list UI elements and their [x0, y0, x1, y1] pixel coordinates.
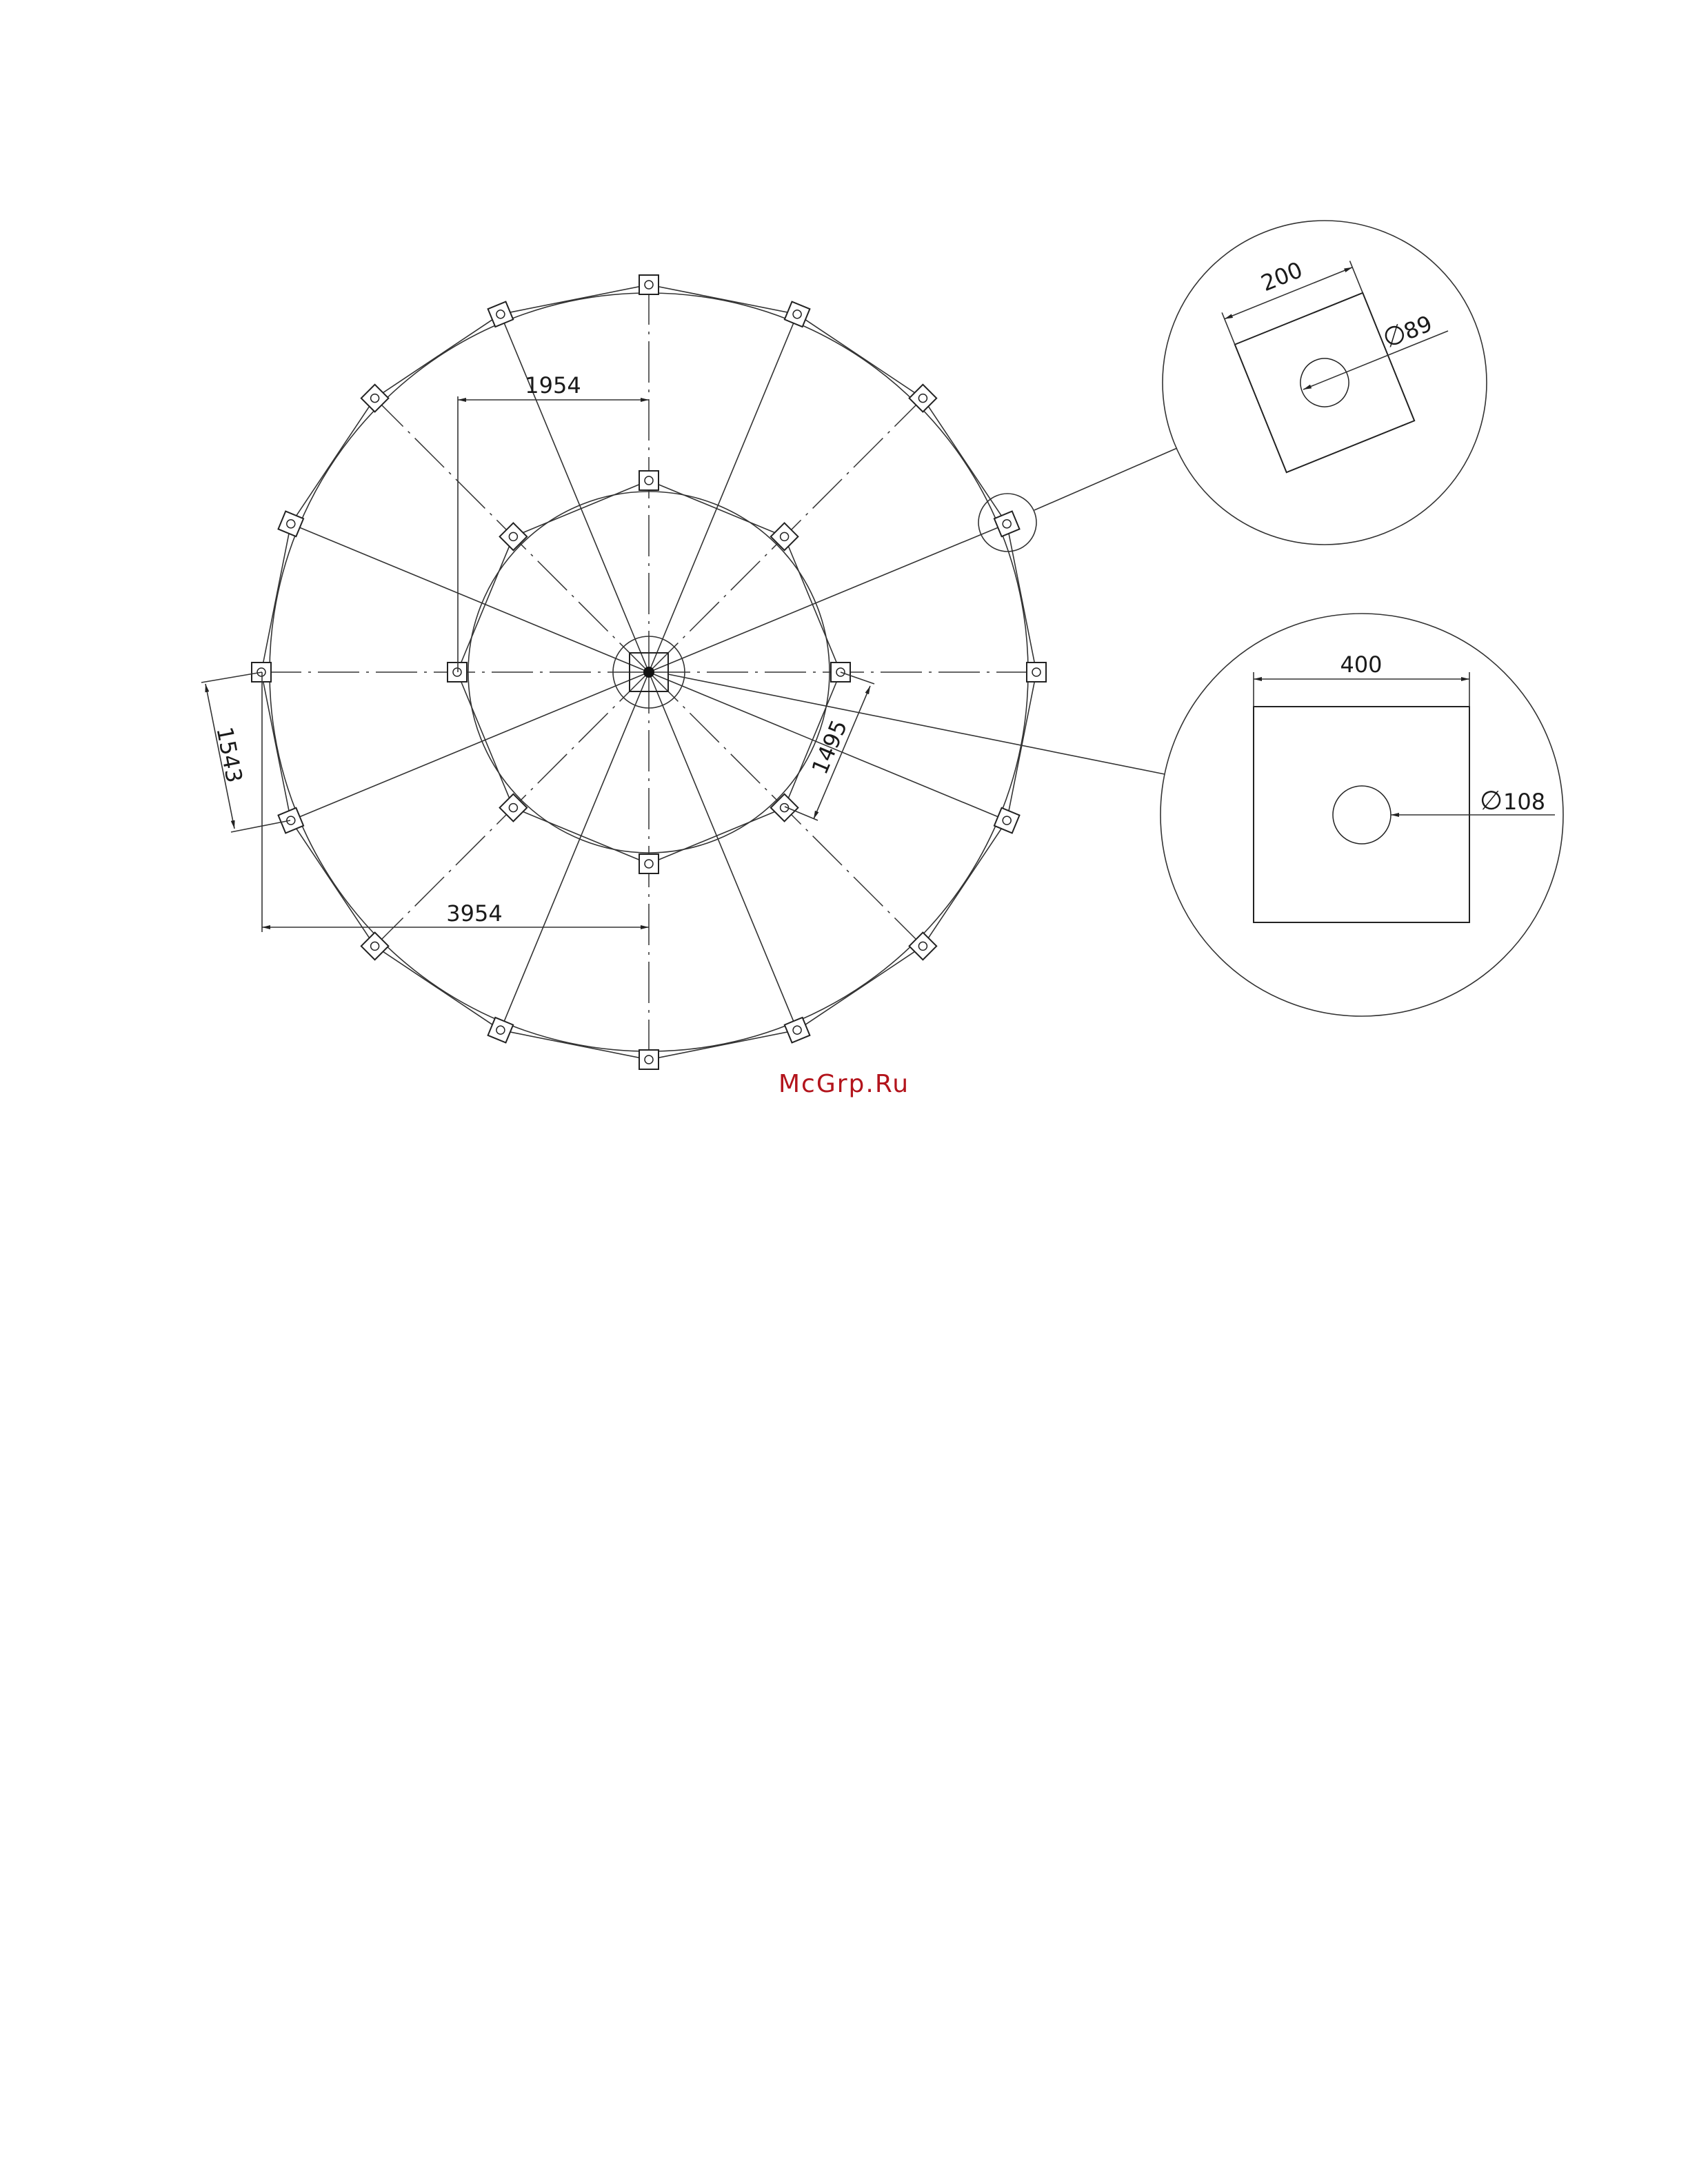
top-diameter-symbol: ∅	[1378, 317, 1411, 354]
detail-top	[1163, 221, 1487, 545]
support-plate	[488, 302, 514, 327]
outer-chord-label: 1543	[211, 725, 248, 785]
dimension-inner-chord	[785, 672, 874, 820]
watermark: McGrp.Ru	[778, 1070, 910, 1098]
bottom-diameter-symbol: ∅	[1480, 785, 1503, 816]
plan-view	[201, 275, 1177, 1069]
bottom-plate-width-label: 400	[1340, 651, 1383, 678]
outer-radius-label: 3954	[446, 900, 503, 927]
support-plate	[279, 512, 304, 537]
support-plate	[785, 302, 810, 327]
dimension-outer-radius	[262, 672, 649, 932]
inner-radius-label: 1954	[525, 372, 581, 398]
support-plate	[448, 663, 467, 682]
detail-leader-top	[1034, 448, 1177, 510]
dimension-inner-radius	[458, 372, 649, 672]
top-hole-diameter-label: 89	[1400, 310, 1436, 345]
support-plate	[994, 512, 1020, 537]
support-plate	[1027, 663, 1046, 682]
support-plate	[639, 1050, 659, 1069]
support-plate	[488, 1018, 514, 1043]
support-plate	[639, 854, 659, 873]
support-plate	[279, 808, 304, 833]
bottom-hole-diameter-label: 108	[1503, 789, 1546, 815]
detail-leader-bottom	[668, 674, 1165, 774]
support-plate	[639, 471, 659, 490]
inner-chord-label: 1495	[806, 716, 853, 778]
support-plate	[994, 808, 1020, 833]
top-plate-width-label: 200	[1257, 256, 1307, 297]
support-plate	[639, 275, 659, 294]
support-plate	[785, 1018, 810, 1043]
detail-bottom	[1160, 614, 1563, 1016]
